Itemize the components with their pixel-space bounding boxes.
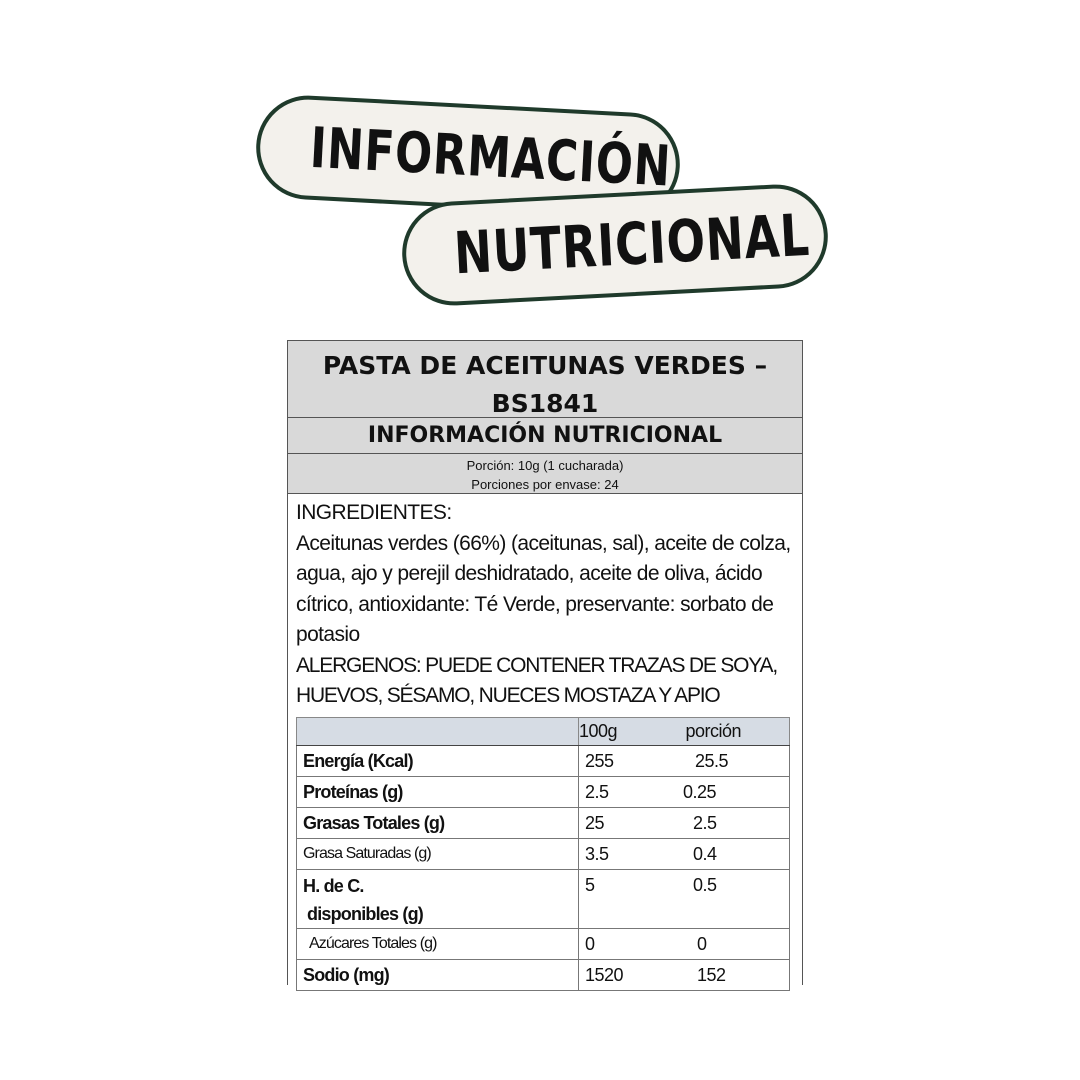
table-row [297,839,790,870]
value-100g: 2.5 [585,782,609,802]
nutrient-name: Azúcares Totales (g) [297,929,579,960]
value-portion: 0.25 [683,782,717,802]
header-line-1: INFORMACIÓN [308,115,673,200]
header-pill-nutricional [400,182,831,308]
table-row [297,960,790,991]
serving-size: Porción: 10g (1 cucharada) [466,458,624,473]
allergens-text: ALERGENOS: PUEDE CONTENER TRAZAS DE SOYA, HUEVOS, SÉSAMO, NUECES MOSTAZA Y APIO [296,653,777,707]
ingredients-section [288,494,802,712]
table-row [297,777,790,808]
nutrient-name: Energía (Kcal) [297,746,579,777]
value-100g: 3.5 [585,844,609,864]
nutrient-name-line1: H. de C. [303,876,364,896]
column-portion: porción [685,721,742,741]
column-100g: 100g [579,721,618,741]
nutrition-table [296,717,790,991]
nutrition-label-card [287,340,803,985]
product-title-band [288,341,802,418]
label-subtitle: INFORMACIÓN NUTRICIONAL [288,418,802,454]
value-100g: 25 [585,813,605,833]
value-100g: 255 [585,751,614,771]
nutrient-name-line2: disponibles (g) [307,904,423,924]
value-portion: 2.5 [693,813,717,833]
value-100g: 0 [585,934,595,954]
value-portion: 152 [697,965,726,985]
serving-info [288,454,802,494]
nutrient-name: Sodio (mg) [297,960,579,991]
nutrient-name: Grasa Saturadas (g) [297,839,579,870]
ingredients-heading: INGREDIENTES: [296,501,452,524]
table-row [297,808,790,839]
table-header-row [297,718,790,746]
value-100g: 5 [585,875,595,895]
nutrient-name: Grasas Totales (g) [297,808,579,839]
header-line-2: NUTRICIONAL [452,200,812,288]
ingredients-text: Aceitunas verdes (66%) (aceitunas, sal), aceite de colza, agua, ajo y perejil deshidratado, aceite de oliva, ácido cítrico, antioxidante: Té Verde, preservante: sorbato de potasio [296,531,791,646]
nutrient-name [297,870,579,929]
table-row [297,746,790,777]
table-row [297,870,790,929]
product-code: BS1841 [491,389,599,418]
value-100g: 1520 [585,965,624,985]
value-portion: 0 [697,934,707,954]
product-title: PASTA DE ACEITUNAS VERDES – [322,351,768,380]
value-portion: 25.5 [695,751,729,771]
table-row [297,929,790,960]
servings-per-container: Porciones por envase: 24 [471,477,619,492]
value-portion: 0.5 [693,875,717,895]
value-portion: 0.4 [693,844,717,864]
nutrient-name: Proteínas (g) [297,777,579,808]
